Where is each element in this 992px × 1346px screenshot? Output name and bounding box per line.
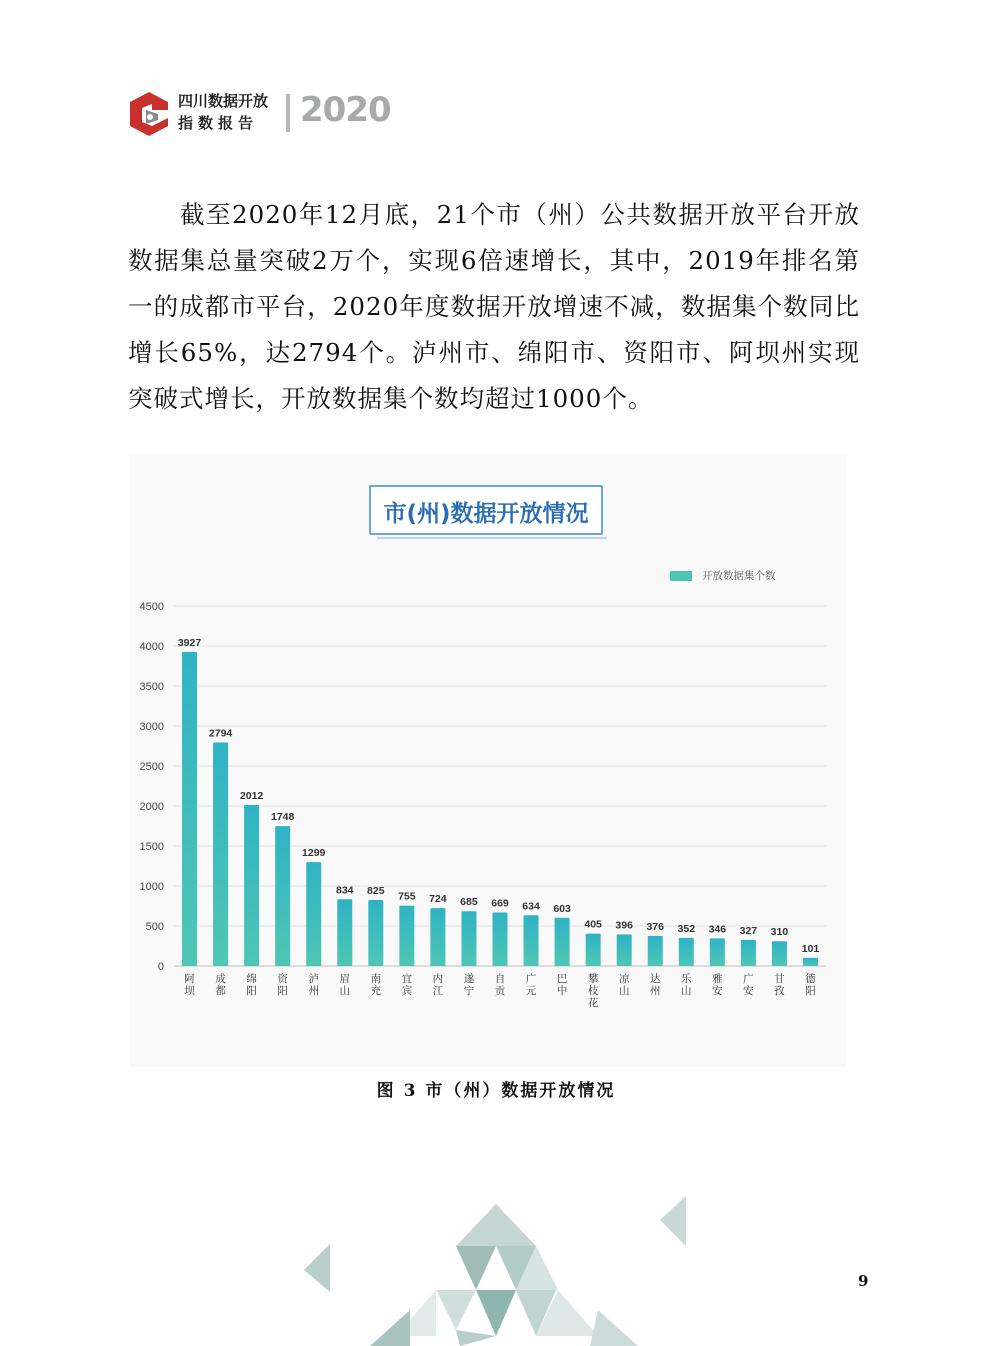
bar xyxy=(244,805,259,966)
y-tick-label: 1000 xyxy=(139,881,164,893)
data-label: 834 xyxy=(335,884,354,897)
bar xyxy=(648,936,663,966)
data-label: 755 xyxy=(398,890,416,903)
bar xyxy=(399,906,414,966)
x-tick-label: 宜宾 xyxy=(401,973,413,997)
header-divider xyxy=(286,94,290,132)
x-tick-label: 攀枝花 xyxy=(587,973,599,1009)
chart-panel xyxy=(130,455,846,1067)
bar xyxy=(617,934,632,966)
y-tick-label: 2000 xyxy=(139,801,164,813)
data-label: 1299 xyxy=(302,847,326,860)
bar xyxy=(524,915,539,966)
data-label: 405 xyxy=(584,918,602,931)
body-paragraph: 截至2020年12月底，21个市（州）公共数据开放平台开放数据集总量突破2万个，实现6倍速增长，其中，2019年排名第一的成都市平台，2020年度数据开放增速不减，数据集个数同比增长65%，达2794个。泸州市、绵阳市、资阳市、阿坝州实现突破式增长，开放数据集个数均超过1000个。 xyxy=(128,200,860,413)
report-header xyxy=(128,88,448,140)
x-tick-label: 资阳 xyxy=(277,973,288,997)
data-label: 376 xyxy=(646,920,665,933)
data-label: 346 xyxy=(708,923,727,936)
bar xyxy=(493,912,508,966)
x-tick-label: 泸州 xyxy=(308,973,319,997)
brand-title-line2: 指数报告 xyxy=(178,114,259,132)
bar xyxy=(306,862,321,966)
bar xyxy=(337,899,352,966)
bar xyxy=(430,908,445,966)
y-tick-label: 2500 xyxy=(139,761,164,773)
x-tick-label: 阿坝 xyxy=(184,973,195,997)
bar xyxy=(368,900,383,966)
x-tick-label: 凉山 xyxy=(618,973,630,997)
bar xyxy=(555,918,570,966)
data-label: 3927 xyxy=(177,636,202,649)
x-tick-label: 巴中 xyxy=(556,973,568,997)
x-tick-label: 遂宁 xyxy=(463,973,475,997)
x-tick-label: 广元 xyxy=(525,973,537,997)
x-tick-label: 德阳 xyxy=(805,973,816,997)
bar xyxy=(586,934,601,966)
data-label: 396 xyxy=(615,919,633,932)
data-label: 1748 xyxy=(270,811,295,824)
x-tick-label: 眉山 xyxy=(339,973,351,997)
y-tick-label: 4500 xyxy=(139,601,164,613)
bar xyxy=(461,911,476,966)
y-tick-label: 0 xyxy=(157,961,164,973)
data-label: 327 xyxy=(739,924,758,937)
bar xyxy=(275,826,290,966)
data-label: 2794 xyxy=(208,727,233,740)
data-label: 825 xyxy=(367,885,385,897)
bar xyxy=(772,941,787,966)
x-tick-label: 雅安 xyxy=(712,973,723,997)
x-tick-label: 成都 xyxy=(215,973,226,997)
x-tick-label: 内江 xyxy=(432,973,444,997)
x-tick-label: 达州 xyxy=(649,973,661,997)
data-label: 634 xyxy=(522,900,540,913)
decorative-triangles xyxy=(290,1190,710,1346)
data-label: 724 xyxy=(429,893,447,906)
bar xyxy=(741,940,756,966)
x-tick-label: 自贡 xyxy=(494,973,506,997)
y-tick-label: 500 xyxy=(145,921,164,933)
data-label: 603 xyxy=(553,902,571,915)
x-tick-label: 绵阳 xyxy=(246,973,257,997)
bar xyxy=(803,958,818,966)
brand-title-line1: 四川数据开放 xyxy=(178,92,269,110)
bar xyxy=(213,742,228,966)
x-tick-label: 乐山 xyxy=(681,973,692,997)
data-label: 101 xyxy=(801,942,820,955)
y-tick-label: 3000 xyxy=(139,721,164,733)
legend-label: 开放数据集个数 xyxy=(702,570,776,582)
y-tick-label: 3500 xyxy=(139,681,164,693)
page-number: 9 xyxy=(858,1272,869,1290)
data-label: 2012 xyxy=(239,790,264,803)
x-tick-label: 甘孜 xyxy=(774,973,785,997)
bar xyxy=(710,938,725,966)
bar xyxy=(182,652,197,966)
report-year: 2020 xyxy=(300,90,391,130)
bar xyxy=(679,938,694,966)
data-label: 685 xyxy=(460,896,478,909)
chart-title: 市(州)数据开放情况 xyxy=(383,501,589,527)
x-tick-label: 广安 xyxy=(743,973,754,997)
sichuan-data-logo-icon xyxy=(128,90,170,138)
data-label: 669 xyxy=(491,897,509,910)
y-tick-label: 4000 xyxy=(139,641,164,653)
data-label: 352 xyxy=(677,922,696,935)
bar-chart xyxy=(130,455,846,1067)
x-tick-label: 南充 xyxy=(370,973,382,997)
y-tick-label: 1500 xyxy=(139,841,164,853)
data-label: 310 xyxy=(770,926,789,939)
figure-caption: 图 3 市（州）数据开放情况 xyxy=(376,1081,616,1101)
